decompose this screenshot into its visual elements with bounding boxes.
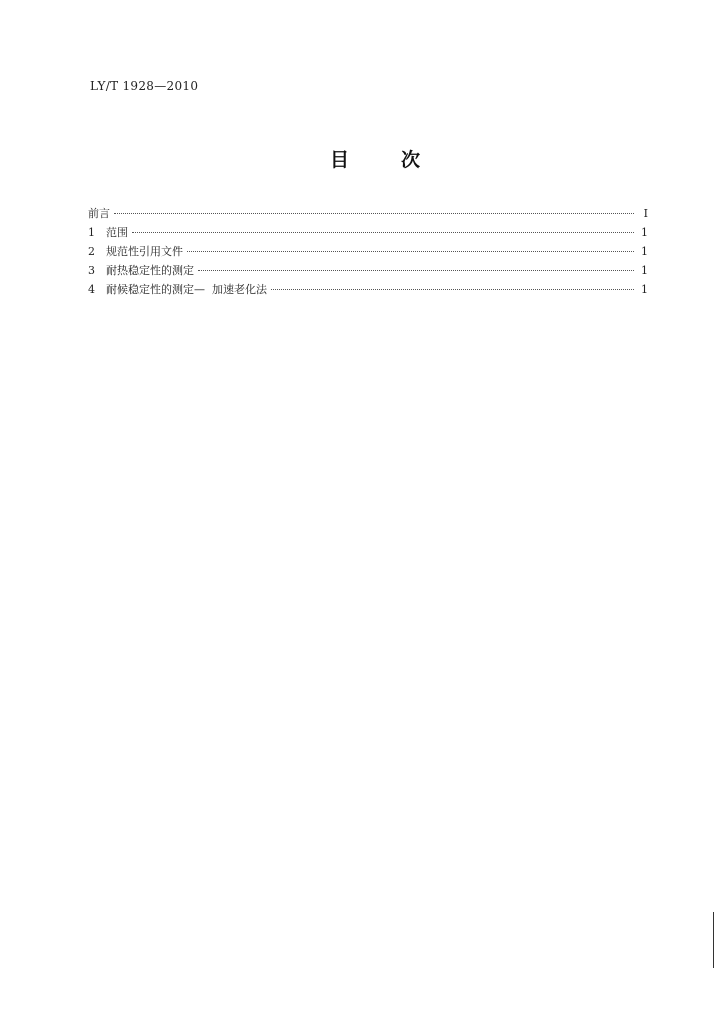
toc-entry-page: 1 (641, 264, 648, 277)
page-title-char-1: 目 (330, 149, 350, 171)
toc-dot-leader (132, 232, 634, 233)
document-code: LY/T 1928—2010 (90, 79, 199, 93)
toc-entry-label: 前言 (88, 207, 110, 220)
toc-entry-label: 规范性引用文件 (106, 245, 183, 258)
toc-dot-leader (187, 251, 634, 252)
toc-entry-page: 1 (641, 283, 648, 296)
toc-entry-label: 耐候稳定性的测定— 加速老化法 (106, 283, 267, 296)
toc-entry-number: 1 (88, 226, 95, 239)
page-title-char-2: 次 (400, 149, 420, 171)
toc-entry-label: 范围 (106, 226, 128, 239)
toc-entry-page: I (643, 207, 648, 220)
toc-entry-number: 3 (88, 264, 95, 277)
toc-entry-foreword[interactable] (88, 205, 648, 224)
page-title (330, 145, 420, 172)
toc-entry-scope[interactable] (88, 224, 648, 243)
toc-entry-number: 4 (88, 283, 95, 296)
toc-entry-normative-references[interactable] (88, 243, 648, 262)
table-of-contents (88, 205, 648, 300)
toc-entry-page: 1 (641, 245, 648, 258)
toc-entry-weathering-stability[interactable] (88, 281, 648, 300)
toc-entry-page: 1 (641, 226, 648, 239)
scan-edge-mark (713, 912, 714, 968)
toc-entry-label: 耐热稳定性的测定 (106, 264, 194, 277)
toc-dot-leader (114, 213, 634, 214)
toc-entry-number: 2 (88, 245, 95, 258)
toc-entry-heat-stability[interactable] (88, 262, 648, 281)
toc-dot-leader (198, 270, 634, 271)
toc-dot-leader (271, 289, 634, 290)
